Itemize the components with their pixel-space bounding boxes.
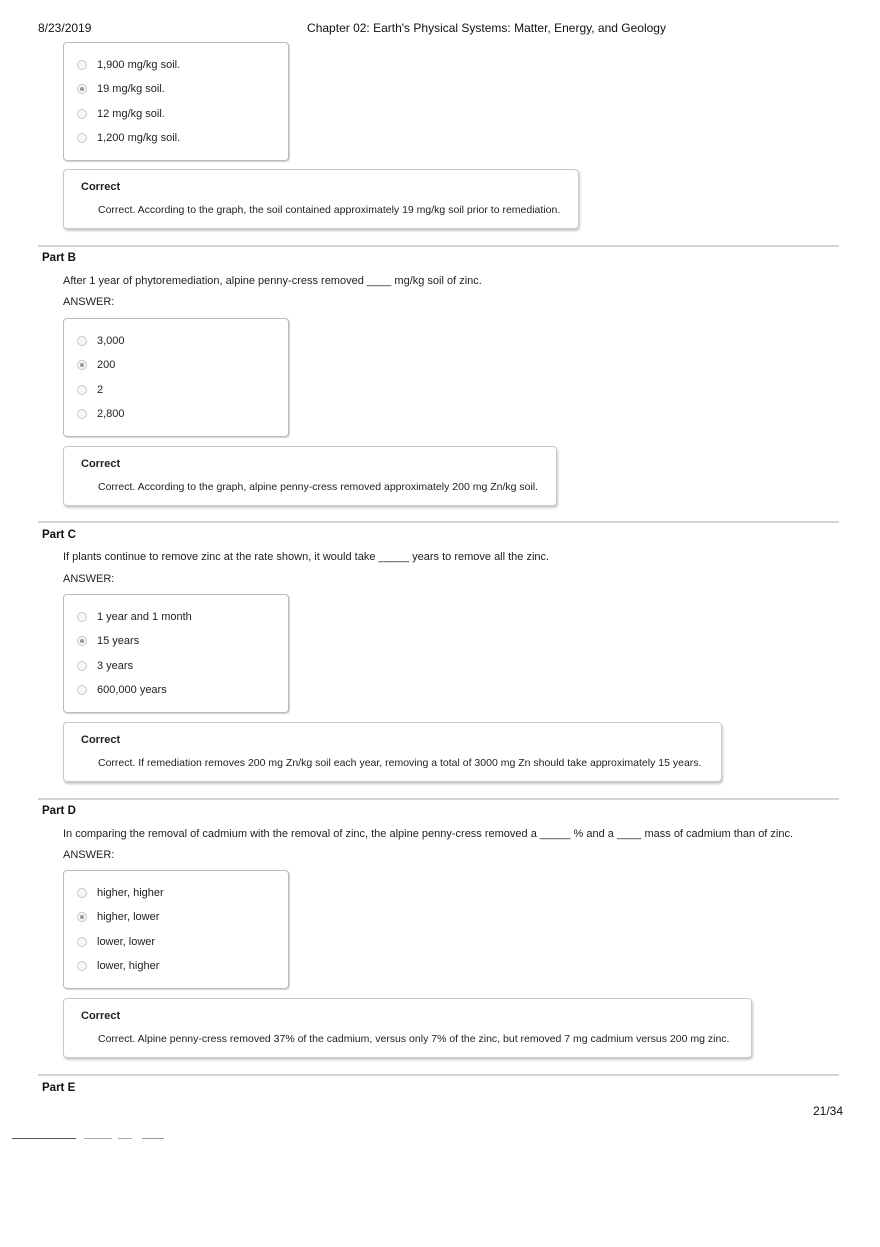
part-d-question: In comparing the removal of cadmium with the removal of zinc, the alpine penny-cress removed a _____ % and a ____ mass of cadmium than of zinc. xyxy=(63,828,794,840)
option-part-d-3[interactable] xyxy=(77,934,155,950)
option-label: 1,200 mg/kg soil. xyxy=(97,132,181,144)
section-divider xyxy=(38,521,839,523)
option-label: 1,900 mg/kg soil. xyxy=(97,59,181,71)
option-part-b-4[interactable] xyxy=(77,406,125,422)
radio-selected-icon[interactable] xyxy=(77,84,87,94)
option-part-a-3[interactable] xyxy=(77,106,165,122)
part-b-answer-label: ANSWER: xyxy=(63,296,115,308)
part-d-title: Part D xyxy=(42,805,76,817)
option-part-d-2[interactable] xyxy=(77,909,159,925)
part-d-answer-label: ANSWER: xyxy=(63,849,115,861)
option-part-c-2[interactable] xyxy=(77,633,139,649)
part-b-question: After 1 year of phytoremediation, alpine penny-cress removed ____ mg/kg soil of zinc. xyxy=(63,275,482,287)
feedback-part-b xyxy=(63,446,557,506)
option-part-c-4[interactable] xyxy=(77,682,167,698)
scan-artifact xyxy=(118,1138,132,1139)
part-c-question: If plants continue to remove zinc at the rate shown, it would take _____ years to remove all the zinc. xyxy=(63,551,550,563)
option-part-c-3[interactable] xyxy=(77,658,133,674)
radio-icon[interactable] xyxy=(77,133,87,143)
option-label: 200 xyxy=(97,359,116,371)
option-label: 1 year and 1 month xyxy=(97,611,192,623)
option-label: higher, higher xyxy=(97,887,164,899)
radio-icon[interactable] xyxy=(77,612,87,622)
option-label: 12 mg/kg soil. xyxy=(97,108,165,120)
feedback-title: Correct xyxy=(81,734,121,746)
radio-icon[interactable] xyxy=(77,109,87,119)
page-number: 21/34 xyxy=(813,1104,844,1118)
radio-icon[interactable] xyxy=(77,385,87,395)
radio-icon[interactable] xyxy=(77,409,87,419)
radio-icon[interactable] xyxy=(77,937,87,947)
section-divider xyxy=(38,1074,839,1076)
option-label: 2 xyxy=(97,384,104,396)
feedback-part-a xyxy=(63,169,579,229)
option-label: higher, lower xyxy=(97,911,160,923)
print-date: 8/23/2019 xyxy=(38,21,92,35)
feedback-text: Correct. If remediation removes 200 mg Zn/kg soil each year, removing a total of 3000 mg Zn should take approximately 15 years. xyxy=(98,757,702,769)
feedback-title: Correct xyxy=(81,458,121,470)
part-b-title: Part B xyxy=(42,252,76,264)
scan-artifact xyxy=(12,1138,76,1139)
option-part-b-3[interactable] xyxy=(77,382,103,398)
feedback-text: Correct. Alpine penny-cress removed 37% of the cadmium, versus only 7% of the zinc, but removed 7 mg cadmium versus 200 mg zinc. xyxy=(98,1033,730,1045)
option-label: 2,800 xyxy=(97,408,125,420)
radio-icon[interactable] xyxy=(77,685,87,695)
radio-selected-icon[interactable] xyxy=(77,912,87,922)
feedback-title: Correct xyxy=(81,181,121,193)
radio-selected-icon[interactable] xyxy=(77,636,87,646)
option-label: 3 years xyxy=(97,660,134,672)
feedback-text: Correct. According to the graph, alpine penny-cress removed approximately 200 mg Zn/kg soil. xyxy=(98,481,539,493)
answer-options-part-a xyxy=(63,42,289,161)
feedback-title: Correct xyxy=(81,1010,121,1022)
radio-icon[interactable] xyxy=(77,888,87,898)
document-title: Chapter 02: Earth's Physical Systems: Matter, Energy, and Geology xyxy=(307,21,666,35)
part-c-answer-label: ANSWER: xyxy=(63,573,115,585)
section-divider xyxy=(38,245,839,247)
option-part-d-1[interactable] xyxy=(77,885,164,901)
radio-icon[interactable] xyxy=(77,961,87,971)
option-label: lower, lower xyxy=(97,936,156,948)
option-part-a-1[interactable] xyxy=(77,57,180,73)
option-label: 600,000 years xyxy=(97,684,167,696)
radio-selected-icon[interactable] xyxy=(77,360,87,370)
option-label: 15 years xyxy=(97,635,140,647)
option-part-c-1[interactable] xyxy=(77,609,192,625)
answer-options-part-d xyxy=(63,870,289,989)
scan-artifact xyxy=(142,1138,164,1139)
option-part-a-4[interactable] xyxy=(77,130,180,146)
radio-icon[interactable] xyxy=(77,336,87,346)
scan-artifact xyxy=(84,1138,112,1139)
option-part-b-1[interactable] xyxy=(77,333,125,349)
section-divider xyxy=(38,798,839,800)
feedback-text: Correct. According to the graph, the soil contained approximately 19 mg/kg soil prior to remediation. xyxy=(98,204,561,216)
option-label: 3,000 xyxy=(97,335,125,347)
radio-icon[interactable] xyxy=(77,60,87,70)
option-part-d-4[interactable] xyxy=(77,958,159,974)
part-e-title: Part E xyxy=(42,1082,76,1094)
option-label: lower, higher xyxy=(97,960,160,972)
radio-icon[interactable] xyxy=(77,661,87,671)
part-c-title: Part C xyxy=(42,529,76,541)
option-label: 19 mg/kg soil. xyxy=(97,83,165,95)
answer-options-part-c xyxy=(63,594,289,713)
feedback-part-c xyxy=(63,722,722,782)
feedback-part-d xyxy=(63,998,752,1058)
option-part-a-2[interactable] xyxy=(77,81,165,97)
option-part-b-2[interactable] xyxy=(77,357,115,373)
answer-options-part-b xyxy=(63,318,289,437)
